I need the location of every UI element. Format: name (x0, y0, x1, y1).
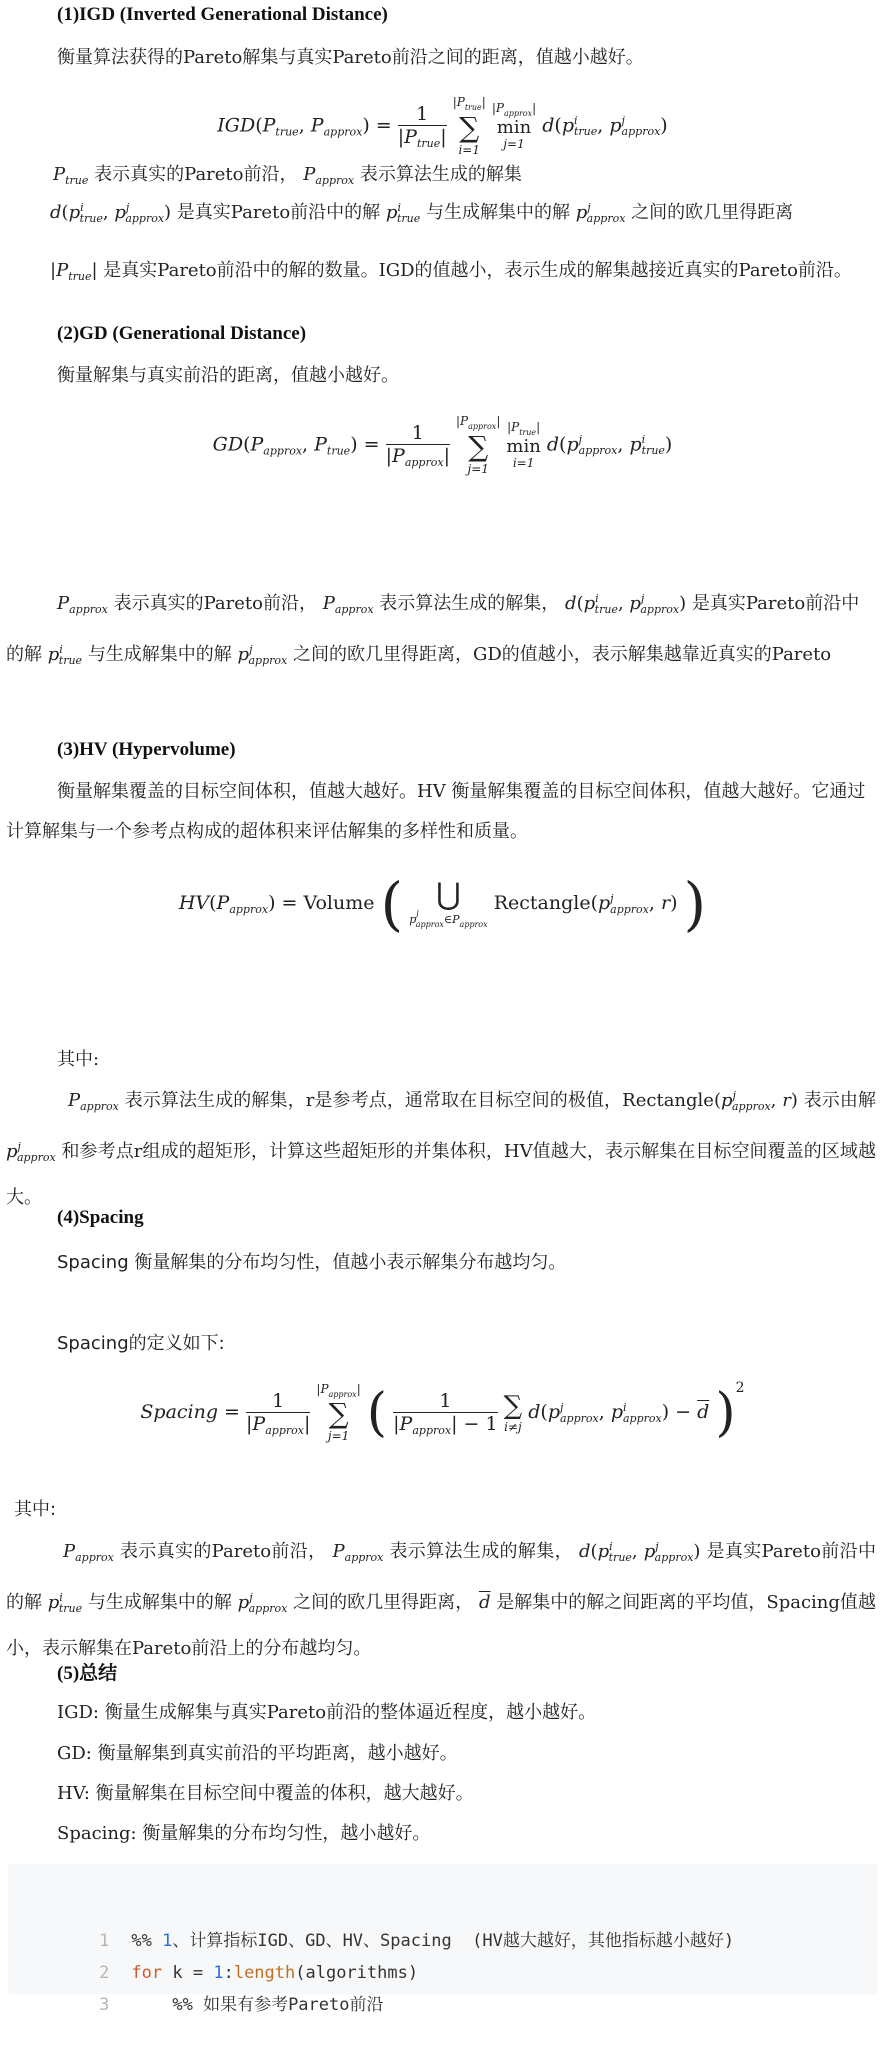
code-line-1 (8, 1896, 735, 1951)
igd-desc-3: $|P_{true}|$ 是真实Pareto前沿中的解的数量。IGD的值越小，表示生成的解集越接近真实的Pareto前沿。 (50, 260, 852, 283)
gd-heading: (2)GD (Generational Distance) (57, 323, 307, 344)
spacing-intro: Spacing 衡量解集的分布均匀性，值越小表示解集分布越均匀。 (57, 1252, 567, 1273)
summary-item-igd: IGD: 衡量生成解集与真实Pareto前沿的整体逼近程度，越小越好。 (57, 1702, 597, 1723)
code-line-3 (8, 1960, 384, 2015)
line-number: 2 (99, 1963, 110, 1983)
line-number: 1 (99, 1931, 110, 1951)
code-line-2 (8, 1928, 419, 1983)
hv-heading: (3)HV (Hypervolume) (57, 739, 236, 760)
gd-intro: 衡量解集与真实前沿的距离，值越小越好。 (57, 365, 399, 386)
igd-formula: $IGD(P_{true}$, $P_{approx}$) = 1 $|P_{true}|$ $|P_{true}|$ ∑ i=1 $|P_{approx}|$ min j=1 d(p i true , p j approx ) (217, 95, 668, 157)
igd-intro: 衡量算法获得的Pareto解集与真实Pareto前沿之间的距离，值越小越好。 (57, 47, 644, 68)
summary-item-spacing: Spacing: 衡量解集的分布均匀性，越小越好。 (57, 1823, 431, 1844)
hv-where: 其中: (57, 1049, 100, 1070)
hv-desc: $P_{approx}$ 表示算法生成的解集，r是参考点，通常取在目标空间的极值，$Rectangle(p^j_{approx}$, r) 表示由解 $p^j_{approx}$ 和参考点r组成的超矩形，计算这些超矩形的并集体积，HV值越大，表示解集在目标空间覆盖的区域越大。 (6, 1089, 876, 1208)
code-block[interactable] (8, 1864, 878, 2015)
summary-heading: (5)总结 (57, 1663, 118, 1684)
code-text: for k = 1:length(algorithms) (131, 1963, 419, 1983)
line-number: 3 (99, 1995, 110, 2015)
igd-desc-1: $P_{true}$ 表示真实的Pareto前沿， $P_{approx}$ 表示算法生成的解集 (53, 164, 522, 187)
summary-item-gd: GD: 衡量解集到真实前沿的平均距离，越小越好。 (57, 1743, 458, 1764)
spacing-where: 其中: (14, 1499, 57, 1520)
spacing-heading: (4)Spacing (57, 1207, 144, 1228)
code-text: %% 1、计算指标IGD、GD、HV、Spacing (HV越大越好，其他指标越小越好) (131, 1931, 735, 1951)
igd-heading: (1)IGD (Inverted Generational Distance) (57, 4, 388, 25)
code-text: %% 如果有参考Pareto前沿 (131, 1995, 384, 2015)
gd-formula: $GD(P_{approx}$, $P_{true}$) = 1 $|P_{approx}|$ $|P_{approx}|$ ∑ j=1 $|P_{true}|$ min i=1 d(p j approx , p i true ) (212, 414, 673, 476)
spacing-def: Spacing的定义如下: (57, 1333, 225, 1354)
hv-formula: $HV(P_{approx})$ = Volume ( ⋃ $p^j_{approx}\in P_{approx}$ Rectangle(p j approx , r) ) (178, 870, 707, 938)
spacing-desc: $P_{approx}$ 表示真实的Pareto前沿， $P_{approx}$ 表示算法生成的解集， $d(p^i_{true}$, $p^j_{approx}$) 是真实Pareto前沿中的解 $p^i_{true}$ 与生成解集中的解 $p^j_{approx}$ 之间的欧几里得距离， $\overline{d}$ 是解集中的解之间距离的平均值，Spacing值越小，表示解集在Pareto前沿上的分布越均匀。 (6, 1540, 876, 1659)
gd-desc: $P_{approx}$ 表示真实的Pareto前沿， $P_{approx}$ 表示算法生成的解集， $d(p^i_{true}$, $p^j_{approx}$) 是真实Pareto前沿中的解 $p^i_{true}$ 与生成解集中的解 $p^j_{approx}$ 之间的欧几里得距离，GD的值越小，表示解集越靠近真实的Pareto (6, 592, 860, 667)
spacing-formula: Spacing = 1 $|P_{approx}|$ $|P_{approx}|$ ∑ j=1 ( 1 $|P_{approx}| - 1$ ∑ i≠j d(p j approx , p i approx ) − $\overline{d}$ )$^2$ (140, 1380, 745, 1444)
hv-intro: 衡量解集覆盖的目标空间体积，值越大越好。HV 衡量解集覆盖的目标空间体积，值越大越好。它通过计算解集与一个参考点构成的超体积来评估解集的多样性和质量。 (6, 781, 866, 842)
igd-desc-2: $d(p^i_{true}$, $p^j_{approx}$) 是真实Pareto前沿中的解 $p^i_{true}$ 与生成解集中的解 $p^j_{approx}$ 之间的欧几里得距离 (50, 201, 794, 225)
summary-item-hv: HV: 衡量解集在目标空间中覆盖的体积，越大越好。 (57, 1783, 474, 1804)
